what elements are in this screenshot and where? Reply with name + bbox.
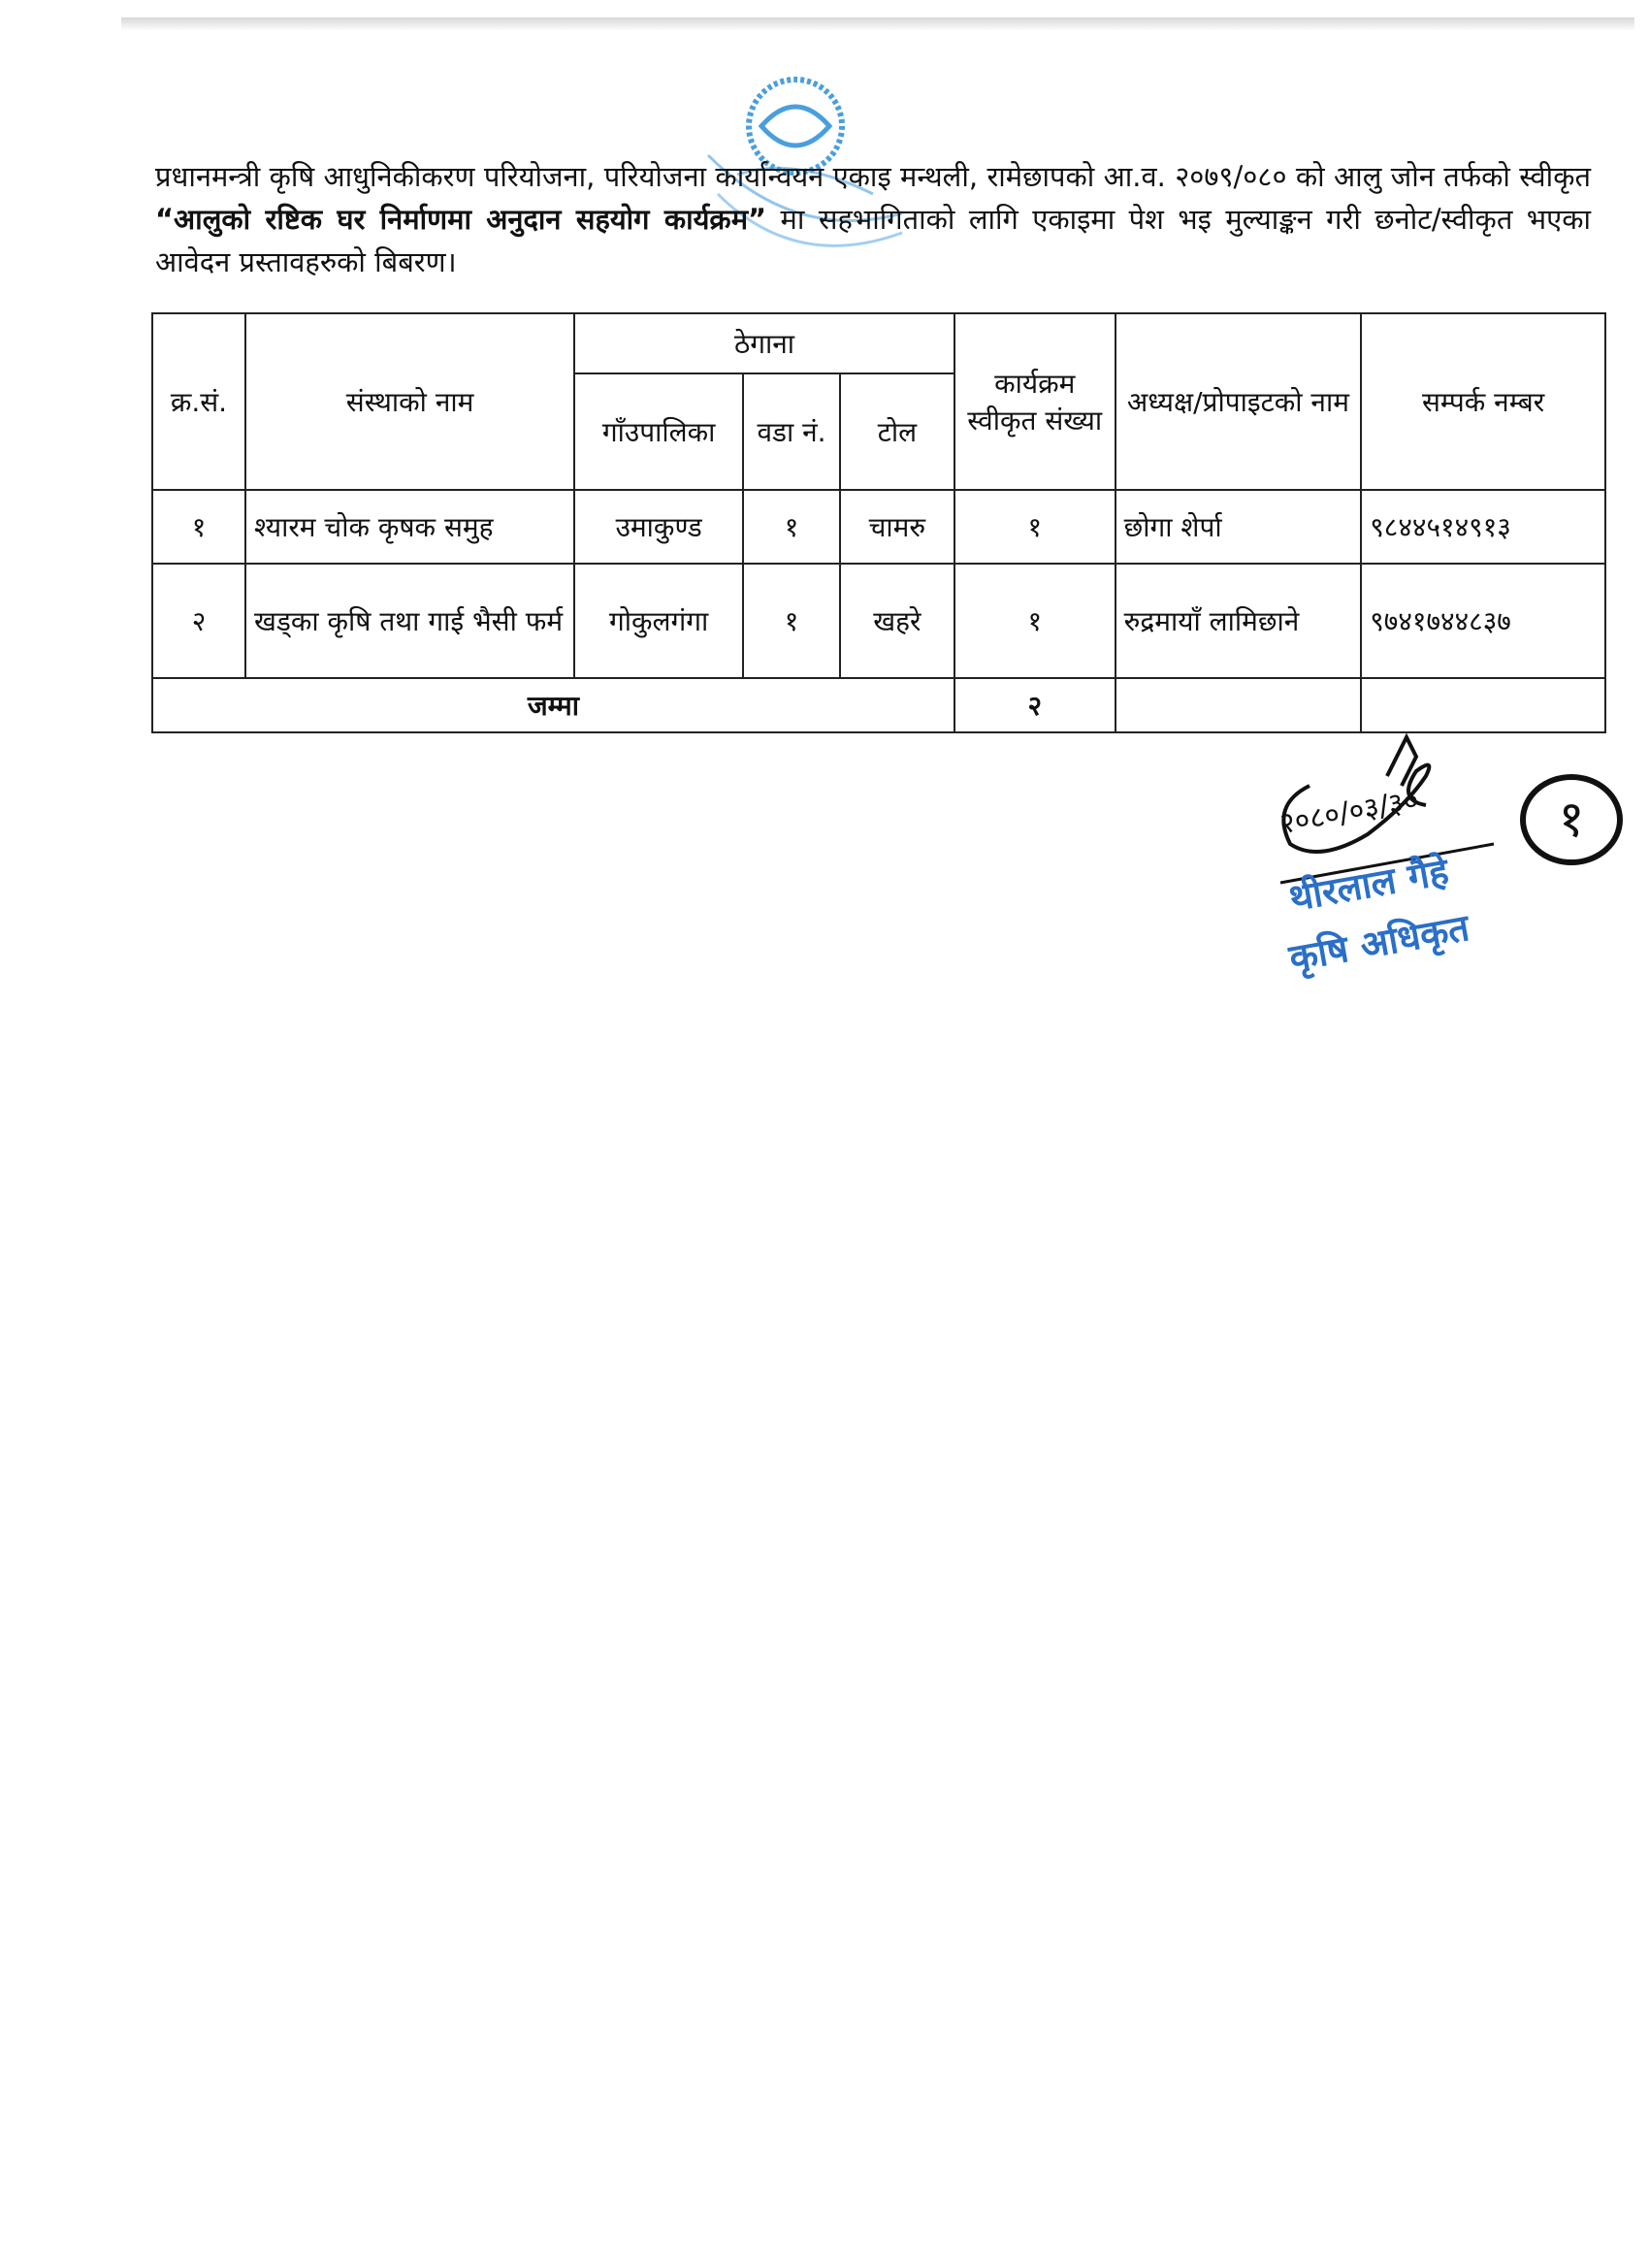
total-label: जम्मा [152, 678, 954, 732]
header-address: ठेगाना [574, 313, 954, 373]
scan-edge-shadow [121, 17, 1634, 31]
cell-sn: २ [152, 564, 245, 678]
cell-program-count: १ [954, 564, 1116, 678]
cell-tole: खहरे [840, 564, 954, 678]
intro-paragraph [155, 155, 1591, 283]
cell-org-name: श्यारम चोक कृषक समुह [245, 490, 574, 564]
table-row [152, 564, 1605, 678]
page-number: १ [1558, 791, 1585, 849]
cell-chair-name: छोगा शेर्पा [1116, 490, 1362, 564]
program-name: “आलुको रष्टिक घर निर्माणमा अनुदान सहयोग कार्यक्रम” [155, 203, 767, 236]
header-ward: वडा नं. [743, 373, 840, 490]
intro-text-part1: प्रधानमन्त्री कृषि आधुनिकीकरण परियोजना, परियोजना कार्यान्वयन एकाइ मन्थली, रामेछापको आ.व. २०७९/०८० को आलु जोन तर्फको स्वीकृत [155, 160, 1591, 193]
circled-page-number [1513, 766, 1630, 873]
approved-applications-table [151, 312, 1606, 733]
header-municipality: गाँउपालिका [574, 373, 743, 490]
cell-sn: १ [152, 490, 245, 564]
signature-date: २०८०/०३/३० [1277, 783, 1422, 842]
cell-contact: ९७४१७४४८३७ [1361, 564, 1605, 678]
stamp-title: कृषि अधिकृत [1285, 906, 1472, 980]
stamp-name: थीरलाल गैहे [1285, 849, 1452, 921]
cell-ward: १ [743, 564, 840, 678]
table-row [152, 490, 1605, 564]
cell-chair-name: रुद्रमायाँ लामिछाने [1116, 564, 1362, 678]
header-contact: सम्पर्क नम्बर [1361, 313, 1605, 490]
cell-ward: १ [743, 490, 840, 564]
cell-municipality: गोकुलगंगा [574, 564, 743, 678]
table-header-row [152, 313, 1605, 373]
cell-tole: चामरु [840, 490, 954, 564]
total-value: २ [954, 678, 1116, 732]
header-org-name: संस्थाको नाम [245, 313, 574, 490]
header-sn: क्र.सं. [152, 313, 245, 490]
cell-municipality: उमाकुण्ड [574, 490, 743, 564]
intro-text-part2: मा सहभागिताको लागि एकाइमा पेश भइ मुल्याङ्कन गरी छनोट/स्वीकृत भएका आवेदन प्रस्तावहरुको बिबरण। [155, 203, 1591, 278]
header-tole: टोल [840, 373, 954, 490]
header-chair-name: अध्यक्ष/प्रोपाइटको नाम [1116, 313, 1362, 490]
cell-program-count: १ [954, 490, 1116, 564]
cell-contact: ९८४४५१४९१३ [1361, 490, 1605, 564]
header-program-count: कार्यक्रम स्वीकृत संख्या [954, 313, 1116, 490]
cell-org-name: खड्का कृषि तथा गाई भैसी फर्म [245, 564, 574, 678]
